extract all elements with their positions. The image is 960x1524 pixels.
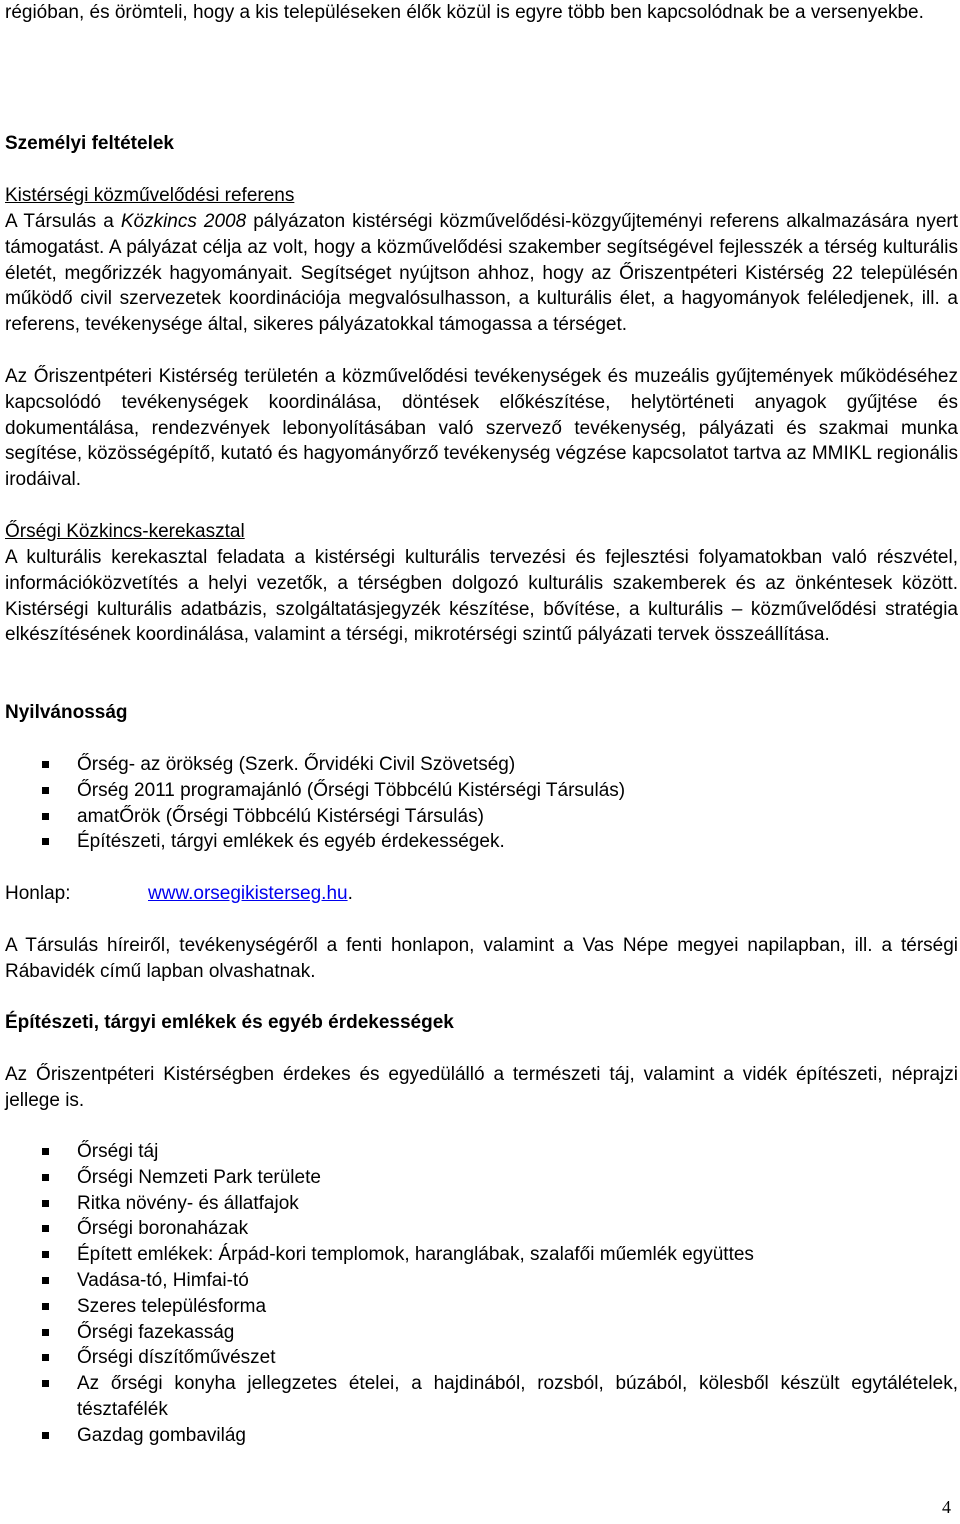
bullet-square-icon bbox=[42, 1354, 49, 1361]
list-item: Őrségi fazekasság bbox=[5, 1320, 958, 1346]
erdekessegek-list bbox=[5, 1139, 958, 1449]
bullet-square-icon bbox=[42, 1200, 49, 1207]
list-item: Az őrségi konyha jellegzetes ételei, a hajdinából, rozsból, búzából, kölesből készült egytálételek, tésztafélék bbox=[5, 1371, 958, 1423]
list-item: amatŐrök (Őrségi Többcélú Kistérségi Társulás) bbox=[5, 804, 958, 830]
section-heading-epiteszeti: Építészeti, tárgyi emlékek és egyéb érdekességek bbox=[5, 1012, 454, 1033]
list-item: Ritka növény- és állatfajok bbox=[5, 1191, 958, 1217]
list-item: Szeres településforma bbox=[5, 1294, 958, 1320]
bullet-square-icon bbox=[42, 1225, 49, 1232]
nyilvanossag-list bbox=[5, 752, 958, 855]
honlap-label: Honlap: bbox=[5, 883, 71, 904]
list-item: Építészeti, tárgyi emlékek és egyéb érdekességek. bbox=[5, 829, 958, 855]
website-link[interactable]: www.orsegikisterseg.hu bbox=[148, 883, 348, 904]
bullet-square-icon bbox=[42, 1329, 49, 1336]
list-item: Őrségi díszítőművészet bbox=[5, 1345, 958, 1371]
link-suffix: . bbox=[347, 883, 353, 904]
page-number: 4 bbox=[942, 1497, 951, 1517]
bullet-square-icon bbox=[42, 787, 49, 794]
kerekasztal-paragraph: A kulturális kerekasztal feladata a kistérségi kulturális tervezési és fejlesztési folyamatokban való részvétel, információközvetítés a helyi vezetők, a térségben dolgozó kulturális szakemberek és az önkéntesek között. Kistérségi kulturális adatbázis, szolgáltatásjegyzék készítése, bővítése, a kulturális – közművelődési stratégia elkészítésének koordinálása, valamint a térségi, mikrotérségi szintű pályázati tervek összeállítása. bbox=[5, 547, 958, 646]
list-item: Gazdag gombavilág bbox=[5, 1423, 958, 1449]
bullet-square-icon bbox=[42, 838, 49, 845]
honlap-line bbox=[5, 881, 353, 907]
nyilvanossag-paragraph: A Társulás híreiről, tevékenységéről a fenti honlapon, valamint a Vas Népe megyei napilapban, ill. a térségi Rábavidék című lapban olvashatnak. bbox=[5, 935, 958, 982]
referens-text-rest: pályázaton kistérségi közművelődési-közgyűjteményi referens alkalmazására nyert támogatást. A pályázat célja az volt, hogy a közművelődési szakember segítségével fejlesszék a térség kulturális életét, megőrizzék hagyományait. Segítséget nyújtson ahhoz, hogy az Őriszentpéteri Kistérség 22 településén működő civil szervezetek koordinációja megvalósulhasson, a kulturális élet, a hagyományok feléledjenek, ill. a referens, tevékenysége által, sikeres pályázatokkal támogassa a térséget. bbox=[5, 211, 958, 336]
section-heading-nyilvanossag: Nyilvánosság bbox=[5, 702, 128, 723]
bullet-square-icon bbox=[42, 1251, 49, 1258]
list-item: Őrségi boronaházak bbox=[5, 1216, 958, 1242]
bullet-square-icon bbox=[42, 1277, 49, 1284]
intro-paragraph: régióban, és örömteli, hogy a kis településeken élők közül is egyre több ben kapcsolódnak be a versenyekbe. bbox=[5, 2, 924, 23]
bullet-square-icon bbox=[42, 1303, 49, 1310]
list-item: Őrségi Nemzeti Park területe bbox=[5, 1165, 958, 1191]
teendok-paragraph: Az Őriszentpéteri Kistérség területén a közművelődési tevékenységek és muzeális gyűjtemények működéséhez kapcsolódó tevékenységek koordinálása, döntések előkészítése, helytörténeti anyagok gyűjtése és dokumentálása, rendezvények lebonyolításában való szervező tevékenység, pályázati és szakmai munka segítése, közösségépítő, kutató és hagyományőrző tevékenység végzése kapcsolatot tartva az MMIKL regionális irodáival. bbox=[5, 366, 958, 491]
bullet-square-icon bbox=[42, 1174, 49, 1181]
bullet-square-icon bbox=[42, 1148, 49, 1155]
list-item: Épített emlékek: Árpád-kori templomok, haranglábak, szalafői műemlék együttes bbox=[5, 1242, 958, 1268]
referens-paragraph bbox=[5, 209, 958, 338]
list-item: Vadása-tó, Himfai-tó bbox=[5, 1268, 958, 1294]
list-item: Őrség- az örökség (Szerk. Őrvidéki Civil Szövetség) bbox=[5, 752, 958, 778]
list-item: Őrség 2011 programajánló (Őrségi Többcélú Kistérségi Társulás) bbox=[5, 778, 958, 804]
referens-text-start: A Társulás a bbox=[5, 211, 121, 232]
bullet-square-icon bbox=[42, 1432, 49, 1439]
bullet-square-icon bbox=[42, 1380, 49, 1387]
bullet-square-icon bbox=[42, 813, 49, 820]
list-item: Őrségi táj bbox=[5, 1139, 958, 1165]
section-heading-szemelyi: Személyi feltételek bbox=[5, 133, 174, 154]
subheading-referens: Kistérségi közművelődési referens bbox=[5, 185, 295, 206]
subheading-kerekasztal: Őrségi Közkincs-kerekasztal bbox=[5, 521, 245, 542]
epiteszeti-paragraph: Az Őriszentpéteri Kistérségben érdekes és egyedülálló a természeti táj, valamint a vidék építészeti, néprajzi jellege is. bbox=[5, 1064, 958, 1111]
bullet-square-icon bbox=[42, 761, 49, 768]
program-name: Közkincs 2008 bbox=[120, 211, 247, 232]
